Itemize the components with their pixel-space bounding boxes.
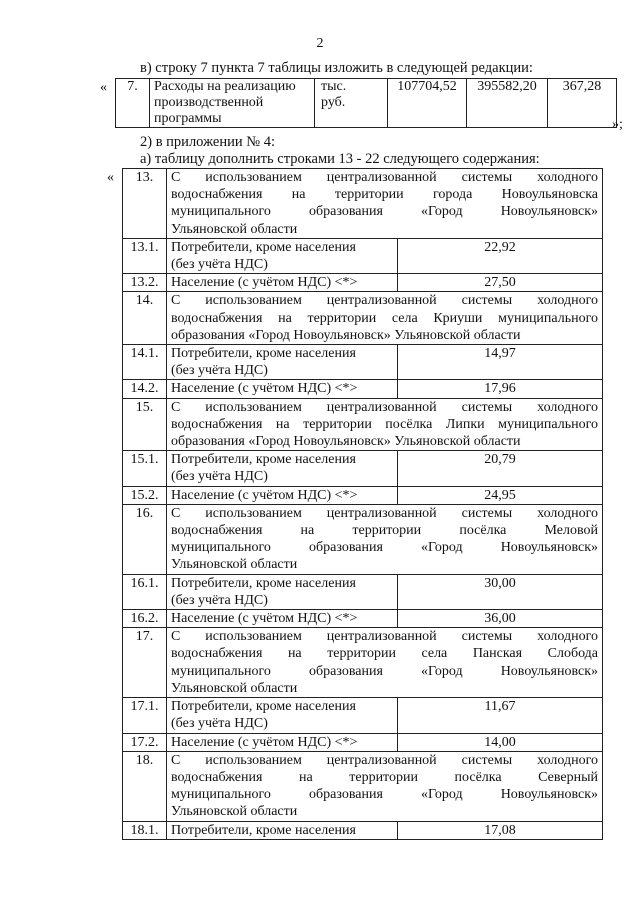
row7-unit	[315, 79, 388, 128]
description-line: С использованием централизованной системы холодного	[171, 293, 599, 309]
row7-name-line: программы	[154, 111, 222, 126]
section-2a-heading: а) таблицу дополнить строками 13 - 22 следующего содержания:	[140, 151, 540, 167]
consumer-label-line: Население (с учётом НДС) <*>	[171, 381, 358, 397]
table-row	[123, 345, 603, 380]
open-quote: «	[100, 80, 107, 95]
tariff-value: 22,92	[398, 238, 603, 273]
table-row	[123, 292, 603, 345]
consumer-label	[167, 451, 398, 486]
description-line: муниципального образования «Город Новоульяновск»	[171, 540, 599, 556]
description-line: муниципального образования «Город Новоульяновск»	[171, 204, 599, 220]
tariff-value: 20,79	[398, 451, 603, 486]
table-row	[123, 698, 603, 733]
row-description	[167, 504, 603, 574]
table-row	[123, 274, 603, 292]
tariff-table	[122, 168, 603, 840]
row-number: 13.2.	[123, 274, 167, 292]
consumer-label-line: Потребители, кроме населения	[171, 822, 356, 838]
description-line: водоснабжения на территории города Новоульяновска	[171, 187, 599, 203]
page-number: 2	[316, 36, 324, 51]
table-row	[123, 733, 603, 751]
consumer-label-line: Потребители, кроме населения	[171, 452, 356, 468]
row-number: 16.	[123, 504, 167, 574]
tariff-value: 17,08	[398, 821, 603, 839]
description-line: образования «Город Новоульяновск» Ульяновской области	[171, 434, 521, 450]
row7-value-3: 367,28	[548, 79, 617, 128]
table-open-quote: «	[107, 170, 114, 185]
row7-unit-line: руб.	[321, 95, 346, 110]
description-line: Ульяновской области	[171, 221, 298, 237]
tariff-value: 17,96	[398, 380, 603, 398]
description-line: С использованием централизованной системы холодного	[171, 752, 599, 768]
tariff-value: 27,50	[398, 274, 603, 292]
consumer-label	[167, 238, 398, 273]
tariff-value: 14,00	[398, 733, 603, 751]
row7-table	[115, 78, 617, 128]
row7-value-1: 107704,52	[388, 79, 467, 128]
table-row	[123, 574, 603, 609]
description-line: С использованием централизованной системы холодного	[171, 505, 599, 521]
row-number: 14.2.	[123, 380, 167, 398]
table-row	[123, 751, 603, 821]
description-line: Ульяновской области	[171, 804, 298, 820]
row7-value-2: 395582,20	[467, 79, 548, 128]
consumer-label	[167, 486, 398, 504]
table-row	[123, 398, 603, 451]
row-description	[167, 169, 603, 239]
row-number: 17.2.	[123, 733, 167, 751]
table-row	[123, 238, 603, 273]
table-row	[123, 169, 603, 239]
consumer-label-line: Население (с учётом НДС) <*>	[171, 611, 358, 627]
table-row	[123, 486, 603, 504]
table-row	[123, 821, 603, 839]
row-number: 16.1.	[123, 574, 167, 609]
consumer-label-line: (без учёта НДС)	[171, 363, 268, 379]
row7-name-line: Расходы на реализацию	[154, 79, 296, 94]
description-line: муниципального образования «Город Новоульяновск»	[171, 787, 599, 803]
consumer-label-line: (без учёта НДС)	[171, 469, 268, 485]
table-row	[123, 610, 603, 628]
table-row	[123, 451, 603, 486]
table-row	[123, 628, 603, 698]
row-number: 15.2.	[123, 486, 167, 504]
tariff-value: 14,97	[398, 345, 603, 380]
consumer-label-line: (без учёта НДС)	[171, 592, 268, 608]
description-line: С использованием централизованной системы холодного	[171, 629, 599, 645]
row7-unit-line: тыс.	[321, 79, 347, 94]
consumer-label	[167, 574, 398, 609]
row-number: 15.1.	[123, 451, 167, 486]
description-line: С использованием централизованной системы холодного	[171, 170, 599, 185]
consumer-label-line: Население (с учётом НДС) <*>	[171, 734, 358, 750]
consumer-label-line: Потребители, кроме населения	[171, 699, 356, 715]
tariff-value: 36,00	[398, 610, 603, 628]
row-number: 16.2.	[123, 610, 167, 628]
consumer-label-line: Потребители, кроме населения	[171, 575, 356, 591]
section-2-heading: 2) в приложении № 4:	[140, 134, 275, 150]
description-line: Ульяновской области	[171, 557, 298, 573]
close-quote: »;	[612, 117, 623, 132]
amendment-intro: в) строку 7 пункта 7 таблицы изложить в следующей редакции:	[140, 60, 533, 76]
row-description	[167, 292, 603, 345]
description-line: водоснабжения на территории посёлка Северный	[171, 769, 599, 785]
consumer-label-line: Население (с учётом НДС) <*>	[171, 487, 358, 503]
table-row	[123, 504, 603, 574]
row-number: 17.	[123, 628, 167, 698]
table-row	[123, 380, 603, 398]
tariff-value: 30,00	[398, 574, 603, 609]
description-line: образования «Город Новоульяновск» Ульяновской области	[171, 327, 521, 343]
consumer-label-line: Потребители, кроме населения	[171, 239, 356, 255]
row-description	[167, 398, 603, 451]
description-line: Ульяновской области	[171, 680, 298, 696]
description-line: водоснабжения на территории села Панская Слобода	[171, 646, 599, 662]
description-line: водоснабжения на территории посёлка Меловой	[171, 523, 599, 539]
row-number: 14.1.	[123, 345, 167, 380]
consumer-label-line: (без учёта НДС)	[171, 716, 268, 732]
row-number: 13.	[123, 169, 167, 239]
consumer-label	[167, 380, 398, 398]
consumer-label	[167, 345, 398, 380]
row-number: 14.	[123, 292, 167, 345]
row-number: 18.1.	[123, 821, 167, 839]
row-number: 13.1.	[123, 238, 167, 273]
tariff-value: 24,95	[398, 486, 603, 504]
row7-num: 7.	[116, 79, 150, 128]
row-description	[167, 628, 603, 698]
row-number: 17.1.	[123, 698, 167, 733]
description-line: водоснабжения на территории посёлка Липки муниципального	[171, 416, 599, 432]
row-number: 18.	[123, 751, 167, 821]
consumer-label	[167, 821, 398, 839]
consumer-label	[167, 610, 398, 628]
row7-name	[150, 79, 315, 128]
consumer-label	[167, 274, 398, 292]
row7-name-line: производственной	[154, 95, 264, 110]
description-line: С использованием централизованной системы холодного	[171, 399, 599, 415]
tariff-value: 11,67	[398, 698, 603, 733]
consumer-label-line: Потребители, кроме населения	[171, 346, 356, 362]
table-row	[116, 79, 617, 128]
row-number: 15.	[123, 398, 167, 451]
consumer-label	[167, 733, 398, 751]
row-description	[167, 751, 603, 821]
description-line: водоснабжения на территории села Криуши муниципального	[171, 310, 599, 326]
consumer-label-line: Население (с учётом НДС) <*>	[171, 275, 358, 291]
consumer-label-line: (без учёта НДС)	[171, 257, 268, 273]
consumer-label	[167, 698, 398, 733]
description-line: муниципального образования «Город Новоульяновск»	[171, 663, 599, 679]
